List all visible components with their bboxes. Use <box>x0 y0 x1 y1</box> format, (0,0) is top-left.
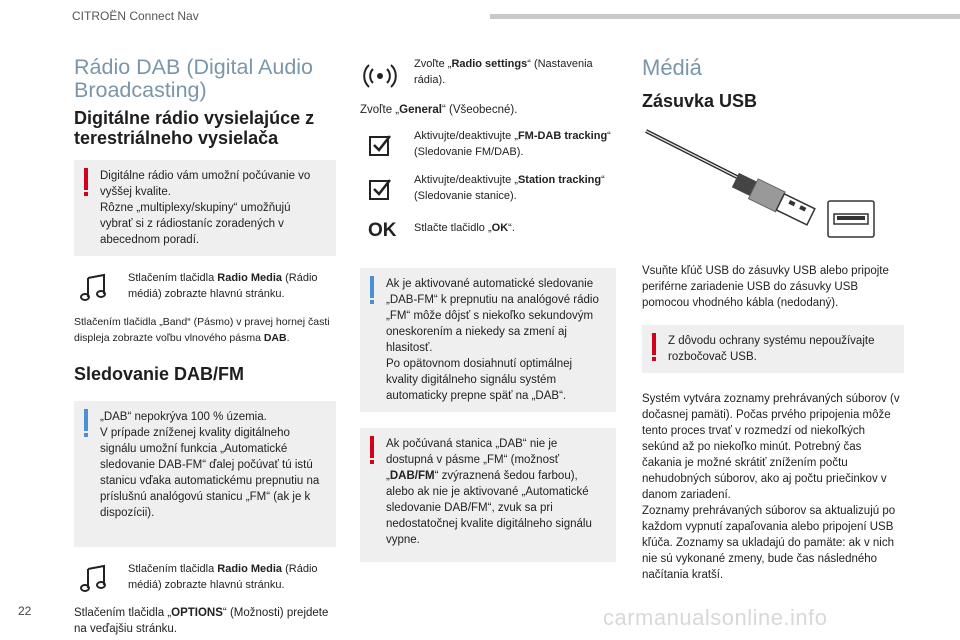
column-media <box>642 52 904 583</box>
step-radio-settings <box>360 56 616 90</box>
radio-settings-icon <box>360 56 400 90</box>
info-icon <box>84 409 88 431</box>
music-note-icon <box>74 561 114 595</box>
page-number: 22 <box>18 604 32 618</box>
warning-box-digital <box>74 160 336 256</box>
band-instruction: Stlačením tlačidla „Band“ (Pásmo) v pravej hornej časti displeja zobrazte voľbu vlnového pásma DAB. <box>74 316 330 344</box>
subtitle-usb: Zásuvka USB <box>642 91 758 111</box>
step-fm-dab-text: Aktivujte/deaktivujte „FM-DAB tracking“ (Sledovanie FM/DAB). <box>414 130 611 158</box>
usb-port-icon <box>828 201 874 237</box>
subtitle-digital-radio: Digitálne rádio vysielajúce z terestriálneho vysielača <box>74 108 315 148</box>
info-box-dab <box>74 401 336 547</box>
warning-icon <box>84 168 88 190</box>
info-icon <box>370 276 374 298</box>
step-ok-text: Stlačte tlačidlo „OK“. <box>414 222 515 234</box>
step-radio-media-2 <box>74 561 336 595</box>
warning-fm-text: Ak počúvaná stanica „DAB“ nie je dostupná v pásme „FM“ (možnosť „DAB/FM“ zvýraznená šedou farbou), alebo ak nie je aktivované „Automatické sledovanie DAB/FM“, zvuk sa pri nedostatočnej kvalite digitálneho signálu vypne. <box>386 438 592 546</box>
section-title-dab-fm: Sledovanie DAB/FM <box>74 364 245 384</box>
column-settings <box>360 52 616 562</box>
watermark: carmanualsonline.info <box>603 605 828 630</box>
step-radio-media-text: Stlačením tlačidla Radio Media (Rádio médiá) zobrazte hlavnú stránku. <box>128 272 318 300</box>
title-radio-dab: Rádio DAB (Digital Audio Broadcasting) <box>74 55 314 102</box>
warning-icon <box>652 333 656 355</box>
warning-text: Digitálne rádio vám umožní počúvanie vo vyššej kvalite. Rôzne „multiplexy/skupiny“ umožňujú vybrať si z rádiostaníc zoradených v abecednom poradí. <box>100 170 311 246</box>
column-radio-dab <box>74 52 336 637</box>
checkbox-icon <box>360 172 400 206</box>
warning-usb-text: Z dôvodu ochrany systému nepoužívajte rozbočovač USB. <box>668 335 875 363</box>
warning-box-fm <box>360 428 616 562</box>
info-text: „DAB“ nepokrýva 100 % územia. V prípade zníženej kvality digitálneho signálu umožní funkcia „Automatické sledovanie DAB-FM“ ďalej počúvať tú istú stanicu vďaka automatickému prepnutiu na príslušnú analógovú stanicu „FM“ (ak je k dispozícii). <box>100 411 320 519</box>
warning-icon <box>370 436 374 458</box>
info-tracking-text: Ak je aktivované automatické sledovanie „DAB-FM“ k prepnutiu na analógové rádio „FM“ môže dôjsť s niekoľko sekundovým oneskorením a niekedy sa zmení aj hlasitosť. Po opätovnom dosiahnutí optimálnej kvality digitálneho signálu systém automaticky prepne späť na „DAB“. <box>386 278 599 402</box>
general-instruction: Zvoľte „General“ (Všeobecné). <box>360 104 518 116</box>
options-instruction: Stlačením tlačidla „OPTIONS“ (Možnosti) prejdete na veďajšiu stránku. <box>74 607 329 635</box>
step-station-text: Aktivujte/deaktivujte „Station tracking“ (Sledovanie stanice). <box>414 174 605 202</box>
checkbox-icon <box>360 128 400 162</box>
step-ok <box>360 216 616 250</box>
usb-instruction: Vsuňte kľúč USB do zásuvky USB alebo pripojte periférne zariadenie USB do zásuvky USB pomocou vhodného kábla (nedodaný). <box>642 265 889 309</box>
music-note-icon <box>74 270 114 304</box>
step-fm-dab-tracking <box>360 128 616 162</box>
info-box-tracking <box>360 268 616 412</box>
step-radio-media-1 <box>74 270 336 304</box>
title-media: Médiá <box>642 55 702 80</box>
header-title: CITROËN Connect Nav <box>72 9 199 23</box>
media-body-text: Systém vytvára zoznamy prehrávaných súborov (v dočasnej pamäti). Počas prvého pripojenia môže tento proces trvať v rozmedzí od niekoľkých sekúnd až po niekoľko minút. Potrebný čas čakania je možné skrátiť znížením počtu nehudobných súborov, ako aj počtu priečinkov v danom zariadení. Zoznamy prehrávaných súborov sa aktualizujú po každom vypnutí zapaľovania alebo pripojení USB kľúča. Zoznamy sa ukladajú do pamäte: ak v nich nie sú vykonané zmeny, bude čas následného načítania kratší. <box>642 393 900 581</box>
warning-box-usb <box>642 325 904 373</box>
step-radio-media-text: Stlačením tlačidla Radio Media (Rádio médiá) zobrazte hlavnú stránku. <box>128 563 318 591</box>
step-station-tracking <box>360 172 616 206</box>
header-bar <box>490 14 960 19</box>
usb-plug-icon <box>642 125 882 245</box>
step-radio-settings-text: Zvoľte „Radio settings“ (Nastavenia rádia). <box>414 58 593 86</box>
ok-icon: OK <box>368 220 397 241</box>
